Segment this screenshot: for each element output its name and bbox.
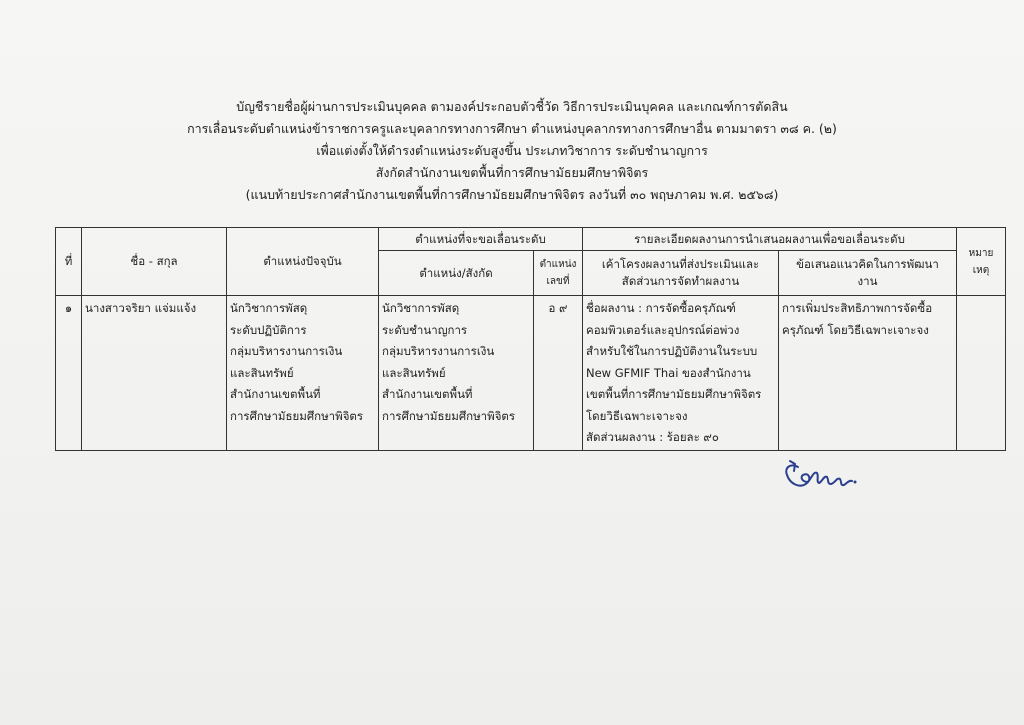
header-current-position: ตำแหน่งปัจจุบัน [227, 228, 379, 296]
header-remark: หมาย เหตุ [957, 228, 1006, 296]
cell-dev-idea: การเพิ่มประสิทธิภาพการจัดซื้อ ครุภัณฑ์ โดยวิธีเฉพาะเจาะจง [779, 296, 957, 451]
document-header [0, 96, 1024, 206]
header-position-number: ตำแหน่ง เลขที่ [534, 251, 583, 296]
cell-remark [957, 296, 1006, 451]
header-line-5: (แนบท้ายประกาศสำนักงานเขตพื้นที่การศึกษามัธยมศึกษาพิจิตร ลงวันที่ ๓๐ พฤษภาคม พ.ศ. ๒๕๖๘) [245, 187, 779, 202]
handwritten-signature [781, 458, 859, 494]
header-line-4: สังกัดสำนักงานเขตพื้นที่การศึกษามัธยมศึกษาพิจิตร [375, 165, 649, 180]
cell-current-position: นักวิชาการพัสดุ ระดับปฏิบัติการ กลุ่มบริหารงานการเงิน และสินทรัพย์ สำนักงานเขตพื้นที่ การศึกษามัธยมศึกษาพิจิตร [227, 296, 379, 451]
header-position-affiliation: ตำแหน่ง/สังกัด [379, 251, 534, 296]
header-line-3: เพื่อแต่งตั้งให้ดำรงตำแหน่งระดับสูงขึ้น ประเภทวิชาการ ระดับชำนาญการ [316, 143, 708, 158]
cell-position-number: อ ๙ [534, 296, 583, 451]
header-line-1: บัญชีรายชื่อผู้ผ่านการประเมินบุคคล ตามองค์ประกอบตัวชี้วัด วิธีการประเมินบุคคล และเกณฑ์การตัดสิน [236, 99, 788, 114]
signature-stroke [786, 461, 852, 486]
cell-name: นางสาวจริยา แจ่มแจ้ง [82, 296, 227, 451]
table-row [56, 296, 1006, 451]
header-work-outline: เค้าโครงผลงานที่ส่งประเมินและ สัดส่วนการจัดทำผลงาน [583, 251, 779, 296]
header-name: ชื่อ - สกุล [82, 228, 227, 296]
header-work-details: รายละเอียดผลงานการนำเสนอผลงานเพื่อขอเลื่อนระดับ [583, 228, 957, 251]
cell-no: ๑ [56, 296, 82, 451]
header-no: ที่ [56, 228, 82, 296]
header-line-2: การเลื่อนระดับตำแหน่งข้าราชการครูและบุคลากรทางการศึกษา ตำแหน่งบุคลากรทางการศึกษาอื่น ตามมาตรา ๓๘ ค. (๒) [187, 121, 837, 136]
cell-work-outline: ชื่อผลงาน : การจัดซื้อครุภัณฑ์ คอมพิวเตอร์และอุปกรณ์ต่อพ่วง สำหรับใช้ในการปฏิบัติงานในระบบ New GFMIF Thai ของสำนักงาน เขตพื้นที่การศึกษามัธยมศึกษาพิจิตร โดยวิธีเฉพาะเจาะจง สัดส่วนผลงาน : ร้อยละ ๙๐ [583, 296, 779, 451]
header-dev-idea: ข้อเสนอแนวคิดในการพัฒนา งาน [779, 251, 957, 296]
signature-dot [854, 481, 857, 484]
candidate-table [55, 227, 1006, 451]
header-requested-position: ตำแหน่งที่จะขอเลื่อนระดับ [379, 228, 583, 251]
cell-requested-position: นักวิชาการพัสดุ ระดับชำนาญการ กลุ่มบริหารงานการเงิน และสินทรัพย์ สำนักงานเขตพื้นที่ การศึกษามัธยมศึกษาพิจิตร [379, 296, 534, 451]
